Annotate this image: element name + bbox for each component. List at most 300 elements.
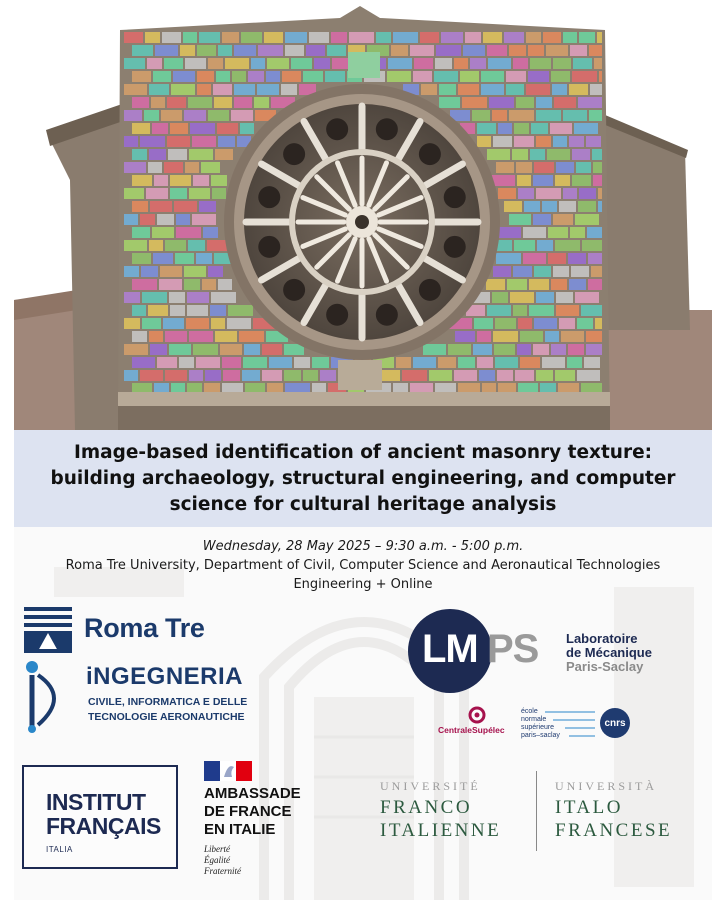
masonry-block <box>434 71 458 82</box>
masonry-block <box>228 305 253 316</box>
masonry-block <box>211 318 225 329</box>
masonry-block <box>586 136 601 147</box>
masonry-block <box>483 32 502 43</box>
masonry-block <box>529 305 554 316</box>
event-date: Wednesday, 28 May 2025 – 9:30 a.m. - 5:00 p.m. <box>202 539 524 554</box>
masonry-block <box>124 344 148 355</box>
masonry-block <box>514 240 535 251</box>
masonry-block <box>213 84 232 95</box>
masonry-block <box>190 123 215 134</box>
masonry-block <box>187 292 209 303</box>
masonry-block <box>551 279 567 290</box>
uif-universita: UNIVERSITÀ <box>555 779 657 793</box>
masonry-block <box>124 58 145 69</box>
ens-text-1: école <box>521 708 538 715</box>
masonry-block <box>164 58 183 69</box>
masonry-block <box>556 292 573 303</box>
masonry-block <box>242 370 260 381</box>
lmps-text-line-1: Laboratoire <box>566 631 638 646</box>
masonry-block <box>132 149 147 160</box>
masonry-block <box>474 318 493 329</box>
masonry-block <box>165 240 186 251</box>
masonry-block <box>124 136 138 147</box>
masonry-block <box>514 123 529 134</box>
rose-quatrefoil <box>258 236 280 258</box>
masonry-block <box>208 110 229 121</box>
masonry-block <box>533 214 551 225</box>
masonry-block <box>291 58 312 69</box>
masonry-block <box>332 58 348 69</box>
masonry-block <box>520 331 543 342</box>
masonry-block <box>597 32 602 43</box>
masonry-block <box>396 357 411 368</box>
masonry-block <box>241 32 262 43</box>
rose-quatrefoil <box>419 279 441 301</box>
masonry-block <box>559 201 576 212</box>
masonry-block <box>197 84 211 95</box>
masonry-block <box>132 305 146 316</box>
masonry-block <box>563 110 587 121</box>
masonry-block <box>495 318 516 329</box>
masonry-block <box>203 227 218 238</box>
masonry-block <box>216 71 230 82</box>
masonry-block <box>518 318 532 329</box>
masonry-block <box>183 32 197 43</box>
ambassade-line-1: AMBASSADE <box>204 785 301 802</box>
masonry-block <box>132 227 150 238</box>
masonry-block <box>189 370 203 381</box>
masonry-block <box>573 58 592 69</box>
masonry-block <box>486 279 505 290</box>
masonry-block <box>185 58 206 69</box>
masonry-block <box>498 188 516 199</box>
masonry-block <box>154 175 168 186</box>
marianne-flag-icon <box>204 761 252 781</box>
masonry-block <box>184 279 200 290</box>
masonry-block <box>492 110 507 121</box>
masonry-block <box>454 58 468 69</box>
masonry-block <box>551 71 570 82</box>
masonry-block <box>243 357 267 368</box>
masonry-block <box>531 123 548 134</box>
masonry-block <box>509 214 531 225</box>
masonry-block <box>506 84 524 95</box>
masonry-block <box>231 110 253 121</box>
masonry-block <box>218 45 232 56</box>
masonry-block <box>160 266 182 277</box>
masonry-block <box>257 84 279 95</box>
masonry-block <box>176 214 190 225</box>
masonry-block <box>124 266 139 277</box>
masonry-block <box>294 357 310 368</box>
masonry-block <box>141 266 158 277</box>
masonry-block <box>526 32 541 43</box>
masonry-block <box>536 292 554 303</box>
masonry-block <box>214 97 232 108</box>
masonry-block <box>470 58 486 69</box>
masonry-block <box>493 266 511 277</box>
masonry-block <box>554 97 576 108</box>
masonry-block <box>201 162 220 173</box>
masonry-block <box>481 84 504 95</box>
masonry-block <box>171 84 195 95</box>
masonry-block <box>132 175 152 186</box>
masonry-block <box>462 97 487 108</box>
masonry-block <box>165 370 187 381</box>
masonry-block <box>164 162 183 173</box>
masonry-block <box>463 45 485 56</box>
masonry-block <box>536 97 552 108</box>
masonry-block <box>577 318 593 329</box>
masonry-block <box>595 318 602 329</box>
masonry-block <box>512 149 528 160</box>
masonry-block <box>438 357 456 368</box>
roma-tre-logo-text: Roma Tre <box>84 613 205 643</box>
masonry-block <box>533 175 553 186</box>
masonry-block <box>205 370 221 381</box>
masonry-block <box>593 175 602 186</box>
event-venue-line-2: Engineering + Online <box>293 577 433 592</box>
lmps-text-line-2: de Mécanique <box>566 645 652 660</box>
title-line-2: building archaeology, structural engineering, and computer <box>50 467 676 489</box>
masonry-block <box>489 97 514 108</box>
masonry-block <box>599 71 602 82</box>
masonry-block <box>124 188 144 199</box>
masonry-block <box>458 84 479 95</box>
masonry-block <box>577 370 600 381</box>
masonry-block <box>402 370 427 381</box>
masonry-block <box>504 32 524 43</box>
masonry-block <box>169 344 191 355</box>
masonry-block <box>553 266 569 277</box>
masonry-block <box>234 84 255 95</box>
masonry-block <box>516 97 534 108</box>
ens-text-4: paris–saclay <box>521 732 560 739</box>
masonry-block <box>306 45 325 56</box>
masonry-block <box>215 331 237 342</box>
masonry-block <box>548 253 566 264</box>
masonry-block <box>208 58 223 69</box>
masonry-block <box>215 149 233 160</box>
rose-quatrefoil <box>283 279 305 301</box>
rose-quatrefoil <box>326 118 348 140</box>
masonry-block <box>187 305 208 316</box>
masonry-block <box>572 175 591 186</box>
ufi-universite: UNIVERSITÉ <box>380 779 481 793</box>
masonry-block <box>571 266 589 277</box>
masonry-block <box>223 370 240 381</box>
masonry-block <box>197 45 216 56</box>
masonry-block <box>441 32 463 43</box>
ens-text-3: supérieure <box>521 724 555 731</box>
masonry-block <box>492 292 508 303</box>
masonry-block <box>545 331 559 342</box>
masonry-block <box>563 188 577 199</box>
masonry-block <box>584 357 600 368</box>
ambassade-line-2: DE FRANCE <box>204 803 292 820</box>
masonry-block <box>202 279 216 290</box>
masonry-block <box>234 45 256 56</box>
masonry-block <box>494 344 515 355</box>
masonry-block <box>155 45 178 56</box>
masonry-block <box>568 253 586 264</box>
masonry-block <box>192 136 216 147</box>
masonry-block <box>391 45 408 56</box>
masonry-block <box>547 149 570 160</box>
masonry-block <box>588 253 602 264</box>
masonry-block <box>327 45 346 56</box>
masonry-block <box>569 84 588 95</box>
masonry-block <box>149 149 166 160</box>
masonry-block <box>435 58 452 69</box>
masonry-block <box>536 110 561 121</box>
masonry-block <box>258 45 283 56</box>
masonry-block <box>575 214 599 225</box>
masonry-block <box>528 71 549 82</box>
masonry-block <box>534 266 551 277</box>
masonry-block <box>553 136 567 147</box>
masonry-block <box>530 149 545 160</box>
masonry-block <box>251 58 265 69</box>
masonry-block <box>150 344 167 355</box>
masonry-block <box>423 344 446 355</box>
masonry-block <box>587 227 602 238</box>
masonry-block <box>586 331 602 342</box>
masonry-block <box>496 162 514 173</box>
masonry-block <box>162 32 181 43</box>
rose-quatrefoil <box>376 304 398 326</box>
masonry-block <box>376 32 391 43</box>
masonry-block <box>240 123 254 134</box>
masonry-block <box>552 84 567 95</box>
lmps-logo-ps: PS <box>487 627 539 671</box>
masonry-block <box>124 110 142 121</box>
masonry-block <box>168 149 187 160</box>
motto-fraternite: Fraternité <box>204 866 241 876</box>
masonry-block <box>563 32 577 43</box>
masonry-block <box>197 71 214 82</box>
masonry-block <box>303 71 323 82</box>
masonry-block <box>184 266 206 277</box>
event-venue-line-1: Roma Tre University, Department of Civil, Computer Science and Aeronautical Technologies <box>65 558 661 573</box>
masonry-block <box>132 357 155 368</box>
rose-quatrefoil <box>444 186 466 208</box>
masonry-block <box>516 162 532 173</box>
institut-francais-line-3: ITALIA <box>46 845 73 854</box>
masonry-block <box>285 32 307 43</box>
masonry-block <box>281 84 297 95</box>
masonry-block <box>553 58 571 69</box>
masonry-block <box>439 97 460 108</box>
masonry-block <box>149 331 163 342</box>
masonry-block <box>148 162 162 173</box>
masonry-block <box>193 344 218 355</box>
masonry-block <box>574 123 598 134</box>
masonry-block <box>212 188 226 199</box>
masonry-block <box>325 71 345 82</box>
masonry-block <box>559 318 575 329</box>
masonry-block <box>199 201 216 212</box>
masonry-block <box>264 32 283 43</box>
masonry-block <box>309 32 329 43</box>
masonry-block <box>592 149 602 160</box>
masonry-block <box>579 188 596 199</box>
masonry-block <box>536 370 553 381</box>
masonry-block <box>590 84 602 95</box>
masonry-block <box>153 71 171 82</box>
masonry-block <box>267 58 289 69</box>
masonry-block <box>526 84 550 95</box>
masonry-block <box>517 175 531 186</box>
masonry-block <box>153 253 173 264</box>
rose-quatrefoil <box>283 143 305 165</box>
masonry-block <box>170 175 191 186</box>
masonry-block <box>132 279 157 290</box>
masonry-block <box>410 45 434 56</box>
masonry-block <box>513 305 527 316</box>
masonry-block <box>413 357 436 368</box>
masonry-block <box>534 162 554 173</box>
masonry-block <box>161 110 182 121</box>
masonry-block <box>537 240 553 251</box>
masonry-block <box>529 279 549 290</box>
ambassade-line-3: EN ITALIE <box>204 821 276 838</box>
ufi-divider <box>536 771 537 851</box>
masonry-block <box>493 136 512 147</box>
masonry-block <box>132 201 148 212</box>
masonry-block <box>180 45 195 56</box>
ingegneria-subtitle-2: TECNOLOGIE AERONAUTICHE <box>88 711 245 723</box>
masonry-block <box>170 188 187 199</box>
masonry-block <box>555 175 570 186</box>
masonry-block <box>556 162 574 173</box>
masonry-block <box>387 71 411 82</box>
masonry-block <box>234 97 252 108</box>
title-line-1: Image-based identification of ancient masonry texture: <box>73 441 653 463</box>
masonry-block <box>140 136 165 147</box>
masonry-block <box>460 71 479 82</box>
rose-quatrefoil <box>419 143 441 165</box>
masonry-block <box>495 357 518 368</box>
masonry-block <box>479 370 495 381</box>
masonry-block <box>124 318 140 329</box>
rose-quatrefoil <box>258 186 280 208</box>
masonry-block <box>314 58 330 69</box>
masonry-block <box>380 370 400 381</box>
ingegneria-subtitle-1: CIVILE, INFORMATICA E DELLE <box>88 696 248 708</box>
masonry-block <box>132 45 153 56</box>
masonry-block <box>218 136 235 147</box>
masonry-block <box>546 45 568 56</box>
masonry-block <box>510 292 534 303</box>
masonry-block <box>184 110 206 121</box>
masonry-block <box>543 32 561 43</box>
masonry-block <box>151 97 165 108</box>
masonry-block <box>593 162 602 173</box>
masonry-block <box>413 71 432 82</box>
masonry-block <box>488 58 511 69</box>
masonry-block <box>477 357 493 368</box>
masonry-block <box>124 32 143 43</box>
masonry-block <box>542 201 557 212</box>
masonry-block <box>477 331 491 342</box>
masonry-block <box>176 227 201 238</box>
lmps-logo-lm: LM <box>422 627 478 671</box>
ufi-franco: FRANCO <box>380 797 473 818</box>
centralesupelec-logo-text: CentraleSupélec <box>438 725 505 735</box>
masonry-block <box>282 71 301 82</box>
masonry-block <box>514 136 534 147</box>
masonry-block <box>169 292 185 303</box>
rose-quatrefoil <box>376 118 398 140</box>
masonry-block <box>509 45 526 56</box>
masonry-block <box>481 71 504 82</box>
masonry-block <box>572 71 597 82</box>
masonry-block <box>140 214 155 225</box>
masonry-block <box>124 162 146 173</box>
masonry-block <box>144 110 159 121</box>
masonry-block <box>132 97 149 108</box>
event-info-area <box>14 527 712 900</box>
masonry-block <box>284 370 301 381</box>
masonry-block <box>146 188 168 199</box>
masonry-block <box>262 344 282 355</box>
masonry-block <box>225 58 249 69</box>
masonry-block <box>555 240 580 251</box>
masonry-block <box>124 214 138 225</box>
ufi-italienne: ITALIENNE <box>380 820 502 841</box>
masonry-block <box>140 370 163 381</box>
masonry-block <box>132 331 147 342</box>
ingegneria-logo-text: iNGEGNERIA <box>86 663 244 690</box>
masonry-block <box>165 331 187 342</box>
masonry-block <box>331 32 347 43</box>
masonry-block <box>542 357 565 368</box>
masonry-block <box>551 344 566 355</box>
masonry-block <box>498 123 512 134</box>
event-details <box>14 537 712 594</box>
masonry-block <box>185 162 199 173</box>
masonry-block <box>536 136 551 147</box>
masonry-block <box>520 357 540 368</box>
masonry-block <box>598 188 602 199</box>
masonry-block <box>170 305 185 316</box>
rose-quatrefoil <box>326 304 348 326</box>
masonry-block <box>211 175 227 186</box>
masonry-block <box>349 32 374 43</box>
masonry-block <box>159 279 182 290</box>
masonry-block <box>506 71 526 82</box>
masonry-block <box>561 331 584 342</box>
masonry-block <box>429 370 452 381</box>
masonry-block <box>586 344 602 355</box>
masonry-block <box>414 58 433 69</box>
institut-francais-line-2: FRANÇAIS <box>46 813 161 839</box>
masonry-block <box>124 84 147 95</box>
masonry-block <box>312 357 329 368</box>
roma-tre-icon <box>24 607 72 653</box>
masonry-block <box>448 344 471 355</box>
masonry-block <box>244 344 260 355</box>
masonry-block <box>262 370 282 381</box>
masonry-block <box>513 266 532 277</box>
masonry-block <box>575 292 599 303</box>
masonry-block <box>227 318 251 329</box>
masonry-block <box>473 344 492 355</box>
masonry-block <box>548 227 568 238</box>
motto-egalite: Égalité <box>204 855 230 865</box>
masonry-block <box>436 45 461 56</box>
